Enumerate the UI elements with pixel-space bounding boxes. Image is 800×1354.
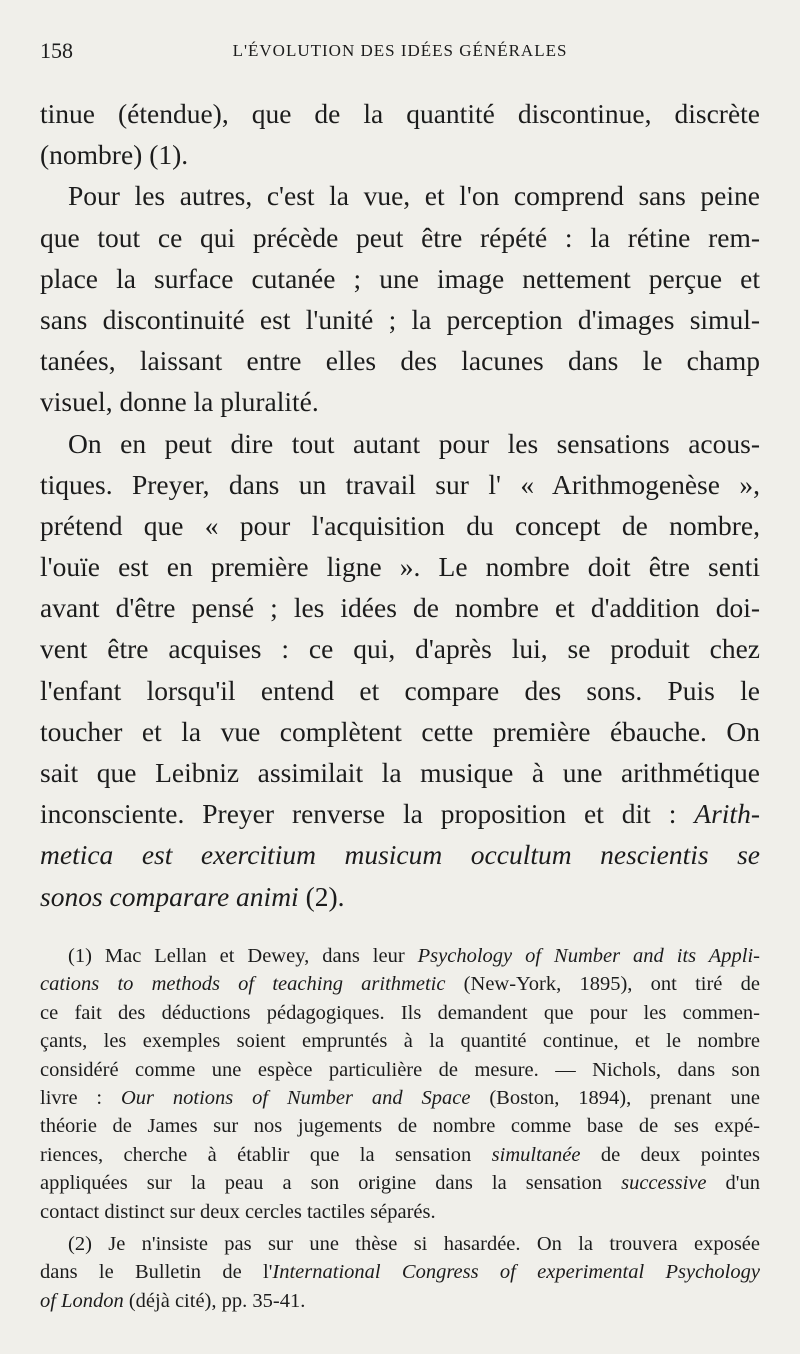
text-line xyxy=(40,793,760,834)
note-text: d'un xyxy=(706,1172,760,1195)
footnote-line xyxy=(40,970,760,998)
footnote-line: théorie de James sur nos jugements de nombre comme base de ses expé- xyxy=(40,1115,760,1138)
note-text: dans le Bulletin de l' xyxy=(40,1261,273,1284)
latin-quote: sonos comparare animi xyxy=(40,880,299,912)
text-line: tanées, laissant entre elles des lacunes dans le champ xyxy=(40,345,760,377)
running-head: L'ÉVOLUTION DES IDÉES GÉNÉRALES xyxy=(232,41,568,60)
note-text: de deux pointes xyxy=(580,1143,760,1166)
footnote-line: ce fait des déductions pédagogiques. Ils demandent que pour les commen- xyxy=(40,1001,760,1024)
text-line: toucher et la vue complètent cette première ébauche. On xyxy=(40,715,760,747)
page-header xyxy=(40,34,760,68)
note-text: (déjà cité), pp. 35-41. xyxy=(123,1289,306,1312)
note-text: (New-York, 1895), ont tiré de xyxy=(445,973,760,996)
book-title: Our notions of Number and Space xyxy=(121,1086,471,1109)
paragraph-2 xyxy=(40,175,760,422)
main-text xyxy=(40,93,760,917)
footnote-ref: (2). xyxy=(298,880,345,912)
footnote-line xyxy=(40,1258,760,1286)
footnote-2 xyxy=(40,1230,760,1315)
note-text: livre : xyxy=(40,1086,121,1109)
text-line: avant d'être pensé ; les idées de nombre et d'addition doi- xyxy=(40,592,760,624)
book-title: International Congress of experimental Psychology xyxy=(272,1261,760,1284)
text-line: l'enfant lorsqu'il entend et compare des sons. Puis le xyxy=(40,674,760,706)
text-line: sans discontinuité est l'unité ; la perception d'images simul- xyxy=(40,303,760,335)
text-line: sait que Leibniz assimilait la musique à une arithmétique xyxy=(40,757,760,788)
text-line: tiques. Preyer, dans un travail sur l' « Arithmogenèse », xyxy=(40,468,760,500)
text-line: On en peut dire tout autant pour les sensations acous- xyxy=(68,427,760,459)
latin-quote: Arith- xyxy=(694,798,760,830)
emphasis: successive xyxy=(621,1172,707,1195)
footnotes xyxy=(40,942,760,1315)
footnote-line: (2) Je n'insiste pas sur une thèse si hasardée. On la trouvera exposée xyxy=(68,1232,760,1255)
text-line: que tout ce qui précède peut être répété : la rétine rem- xyxy=(40,221,760,253)
footnote-line: considéré comme une espèce particulière de mesure. — Nichols, dans son xyxy=(40,1058,760,1081)
note-text: riences, cherche à établir que la sensation xyxy=(40,1143,492,1166)
text-line: l'ouïe est en première ligne ». Le nombre doit être senti xyxy=(40,551,760,583)
book-title: cations to methods of teaching arithmetic xyxy=(40,973,446,996)
text-line xyxy=(40,876,760,917)
emphasis: simultanée xyxy=(491,1143,581,1166)
text-roman: inconsciente. Preyer renverse la proposition et dit : xyxy=(40,798,695,830)
footnote-line xyxy=(40,1287,760,1315)
book-title: Psychology of Number and its Appli- xyxy=(417,945,760,967)
text-line: vent être acquises : ce qui, d'après lui, se produit chez xyxy=(40,633,760,665)
book-title: of London xyxy=(40,1289,124,1312)
text-line: visuel, donne la pluralité. xyxy=(40,386,319,418)
footnote-line xyxy=(40,1084,760,1112)
text-line: tinue (étendue), que de la quantité discontinue, discrète xyxy=(40,98,760,129)
paragraph-1 xyxy=(40,93,760,175)
text-line: (nombre) (1). xyxy=(40,139,189,171)
footnote-line xyxy=(40,942,760,970)
page-number: 158 xyxy=(40,38,73,63)
footnote-line: contact distinct sur deux cercles tactiles séparés. xyxy=(40,1200,436,1223)
text-line: Pour les autres, c'est la vue, et l'on comprend sans peine xyxy=(68,180,760,212)
text-line: place la surface cutanée ; une image nettement perçue et xyxy=(40,262,760,294)
note-text: appliquées sur la peau a son origine dans la sensation xyxy=(40,1172,622,1195)
text-line: prétend que « pour l'acquisition du concept de nombre, xyxy=(40,509,760,541)
note-text: (Boston, 1894), prenant une xyxy=(470,1086,760,1109)
latin-quote-line: metica est exercitium musicum occultum nescientis se xyxy=(40,839,760,871)
note-text: (1) Mac Lellan et Dewey, dans leur xyxy=(68,945,418,967)
footnote-line xyxy=(40,1169,760,1197)
paragraph-3 xyxy=(40,423,760,917)
footnote-line xyxy=(40,1141,760,1169)
footnote-line: çants, les exemples soient empruntés à la quantité continue, et le nombre xyxy=(40,1030,760,1053)
footnote-1 xyxy=(40,942,760,1226)
